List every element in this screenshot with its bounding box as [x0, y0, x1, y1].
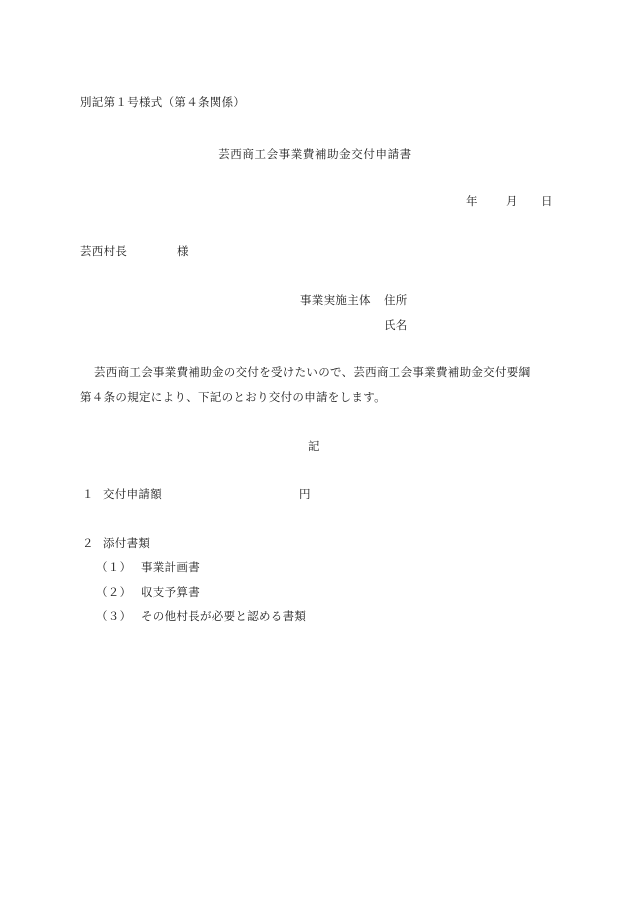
item-number: １ — [82, 487, 94, 501]
date-year-label: 年 — [466, 194, 478, 208]
attachment-number: （２） — [96, 585, 132, 599]
ki-heading: 記 — [308, 439, 320, 453]
body-text-line-1: 芸西商工会事業費補助金の交付を受けたいので、芸西商工会事業費補助金交付要綱 — [94, 365, 531, 379]
item-number: ２ — [82, 536, 94, 550]
attachment-number: （３） — [96, 609, 132, 623]
addressee-name: 芸西村長 — [80, 244, 128, 258]
form-label: 別記第１号様式（第４条関係） — [80, 95, 246, 109]
applicant-role: 事業実施主体 — [300, 293, 371, 307]
item-label-attachments: 添付書類 — [103, 536, 151, 550]
document-title: 芸西商工会事業費補助金交付申請書 — [218, 147, 412, 161]
date-day-label: 日 — [541, 194, 553, 208]
addressee-honorific: 様 — [177, 244, 189, 258]
body-text-line-2: 第４条の規定により、下記のとおり交付の申請をします。 — [80, 390, 386, 404]
attachment-number: （１） — [96, 560, 132, 574]
amount-unit: 円 — [299, 487, 311, 501]
date-month-label: 月 — [506, 194, 518, 208]
applicant-address-label: 住所 — [384, 293, 408, 307]
applicant-name-label: 氏名 — [384, 318, 408, 332]
attachment-item: 事業計画書 — [141, 560, 200, 574]
attachment-item: その他村長が必要と認める書類 — [141, 609, 307, 623]
attachment-item: 収支予算書 — [141, 585, 200, 599]
item-label-application-amount: 交付申請額 — [103, 487, 162, 501]
